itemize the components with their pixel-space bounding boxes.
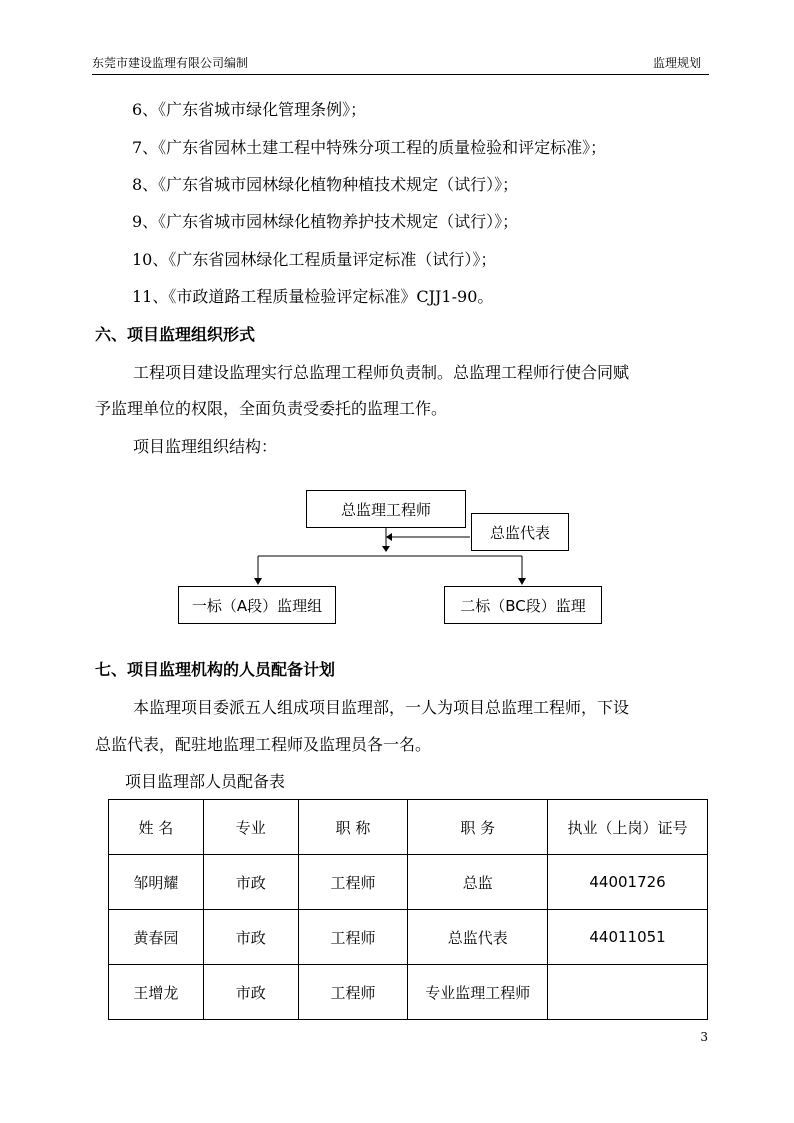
- table-row: [109, 910, 708, 965]
- table-cell: 工程师: [298, 965, 408, 1020]
- table-cell: 总监: [408, 855, 548, 910]
- table-cell: 44001726: [548, 855, 708, 910]
- org-node-section-bc: 二标（BC段）监理: [444, 586, 602, 624]
- page-number: 3: [700, 1030, 708, 1044]
- table-cell: 44011051: [548, 910, 708, 965]
- section-6-title: 六、项目监理组织形式: [95, 325, 256, 344]
- page-header: [92, 52, 709, 75]
- table-caption: 项目监理部人员配备表: [125, 772, 286, 791]
- list-item: 10、《广东省园林绿化工程质量评定标准（试行）》；: [132, 250, 497, 269]
- list-item: 8、《广东省城市园林绿化植物种植技术规定（试行）》；: [132, 175, 519, 194]
- org-structure-label: 项目监理组织结构：: [133, 437, 278, 456]
- table-header-cell: 姓 名: [109, 800, 204, 855]
- table-header-cell: 职 称: [298, 800, 408, 855]
- table-header-row: [109, 800, 708, 855]
- table-row: [109, 965, 708, 1020]
- list-item: 11、《市政道路工程质量检验评定标准》CJJ1-90。: [132, 287, 494, 306]
- table-cell: 专业监理工程师: [408, 965, 548, 1020]
- table-cell: [548, 965, 708, 1020]
- table-cell: 总监代表: [408, 910, 548, 965]
- table-cell: 工程师: [298, 855, 408, 910]
- table-cell: 黄春园: [109, 910, 204, 965]
- section-6-paragraph-line: 工程项目建设监理实行总监理工程师负责制。总监理工程师行使合同赋: [133, 363, 630, 382]
- table-header-cell: 专业: [203, 800, 298, 855]
- section-7-paragraph-line: 总监代表，配驻地监理工程师及监理员各一名。: [95, 735, 432, 754]
- table-cell: 王增龙: [109, 965, 204, 1020]
- list-item: 9、《广东省城市园林绿化植物养护技术规定（试行）》；: [132, 212, 519, 231]
- section-7-title: 七、项目监理机构的人员配备计划: [95, 660, 336, 679]
- org-node-chief-engineer: 总监理工程师: [306, 490, 466, 528]
- table-cell: 市政: [203, 855, 298, 910]
- org-node-section-a: 一标（A段）监理组: [178, 586, 336, 624]
- section-7-paragraph-line: 本监理项目委派五人组成项目监理部，一人为项目总监理工程师，下设: [133, 698, 630, 717]
- header-doc-title: 监理规划: [652, 56, 701, 70]
- staff-table: [108, 799, 708, 1020]
- list-item: 7、《广东省园林土建工程中特殊分项工程的质量检验和评定标准》；: [132, 138, 607, 157]
- list-item: 6、《广东省城市绿化管理条例》；: [132, 100, 367, 119]
- table-row: [109, 855, 708, 910]
- section-6-paragraph-line: 予监理单位的权限，全面负责受委托的监理工作。: [95, 399, 448, 418]
- table-header-cell: 职 务: [408, 800, 548, 855]
- table-cell: 市政: [203, 910, 298, 965]
- org-node-deputy: 总监代表: [471, 513, 569, 551]
- table-header-cell: 执业（上岗）证号: [548, 800, 708, 855]
- header-company: 东莞市建设监理有限公司编制: [92, 56, 249, 70]
- table-cell: 市政: [203, 965, 298, 1020]
- table-cell: 工程师: [298, 910, 408, 965]
- table-cell: 邹明耀: [109, 855, 204, 910]
